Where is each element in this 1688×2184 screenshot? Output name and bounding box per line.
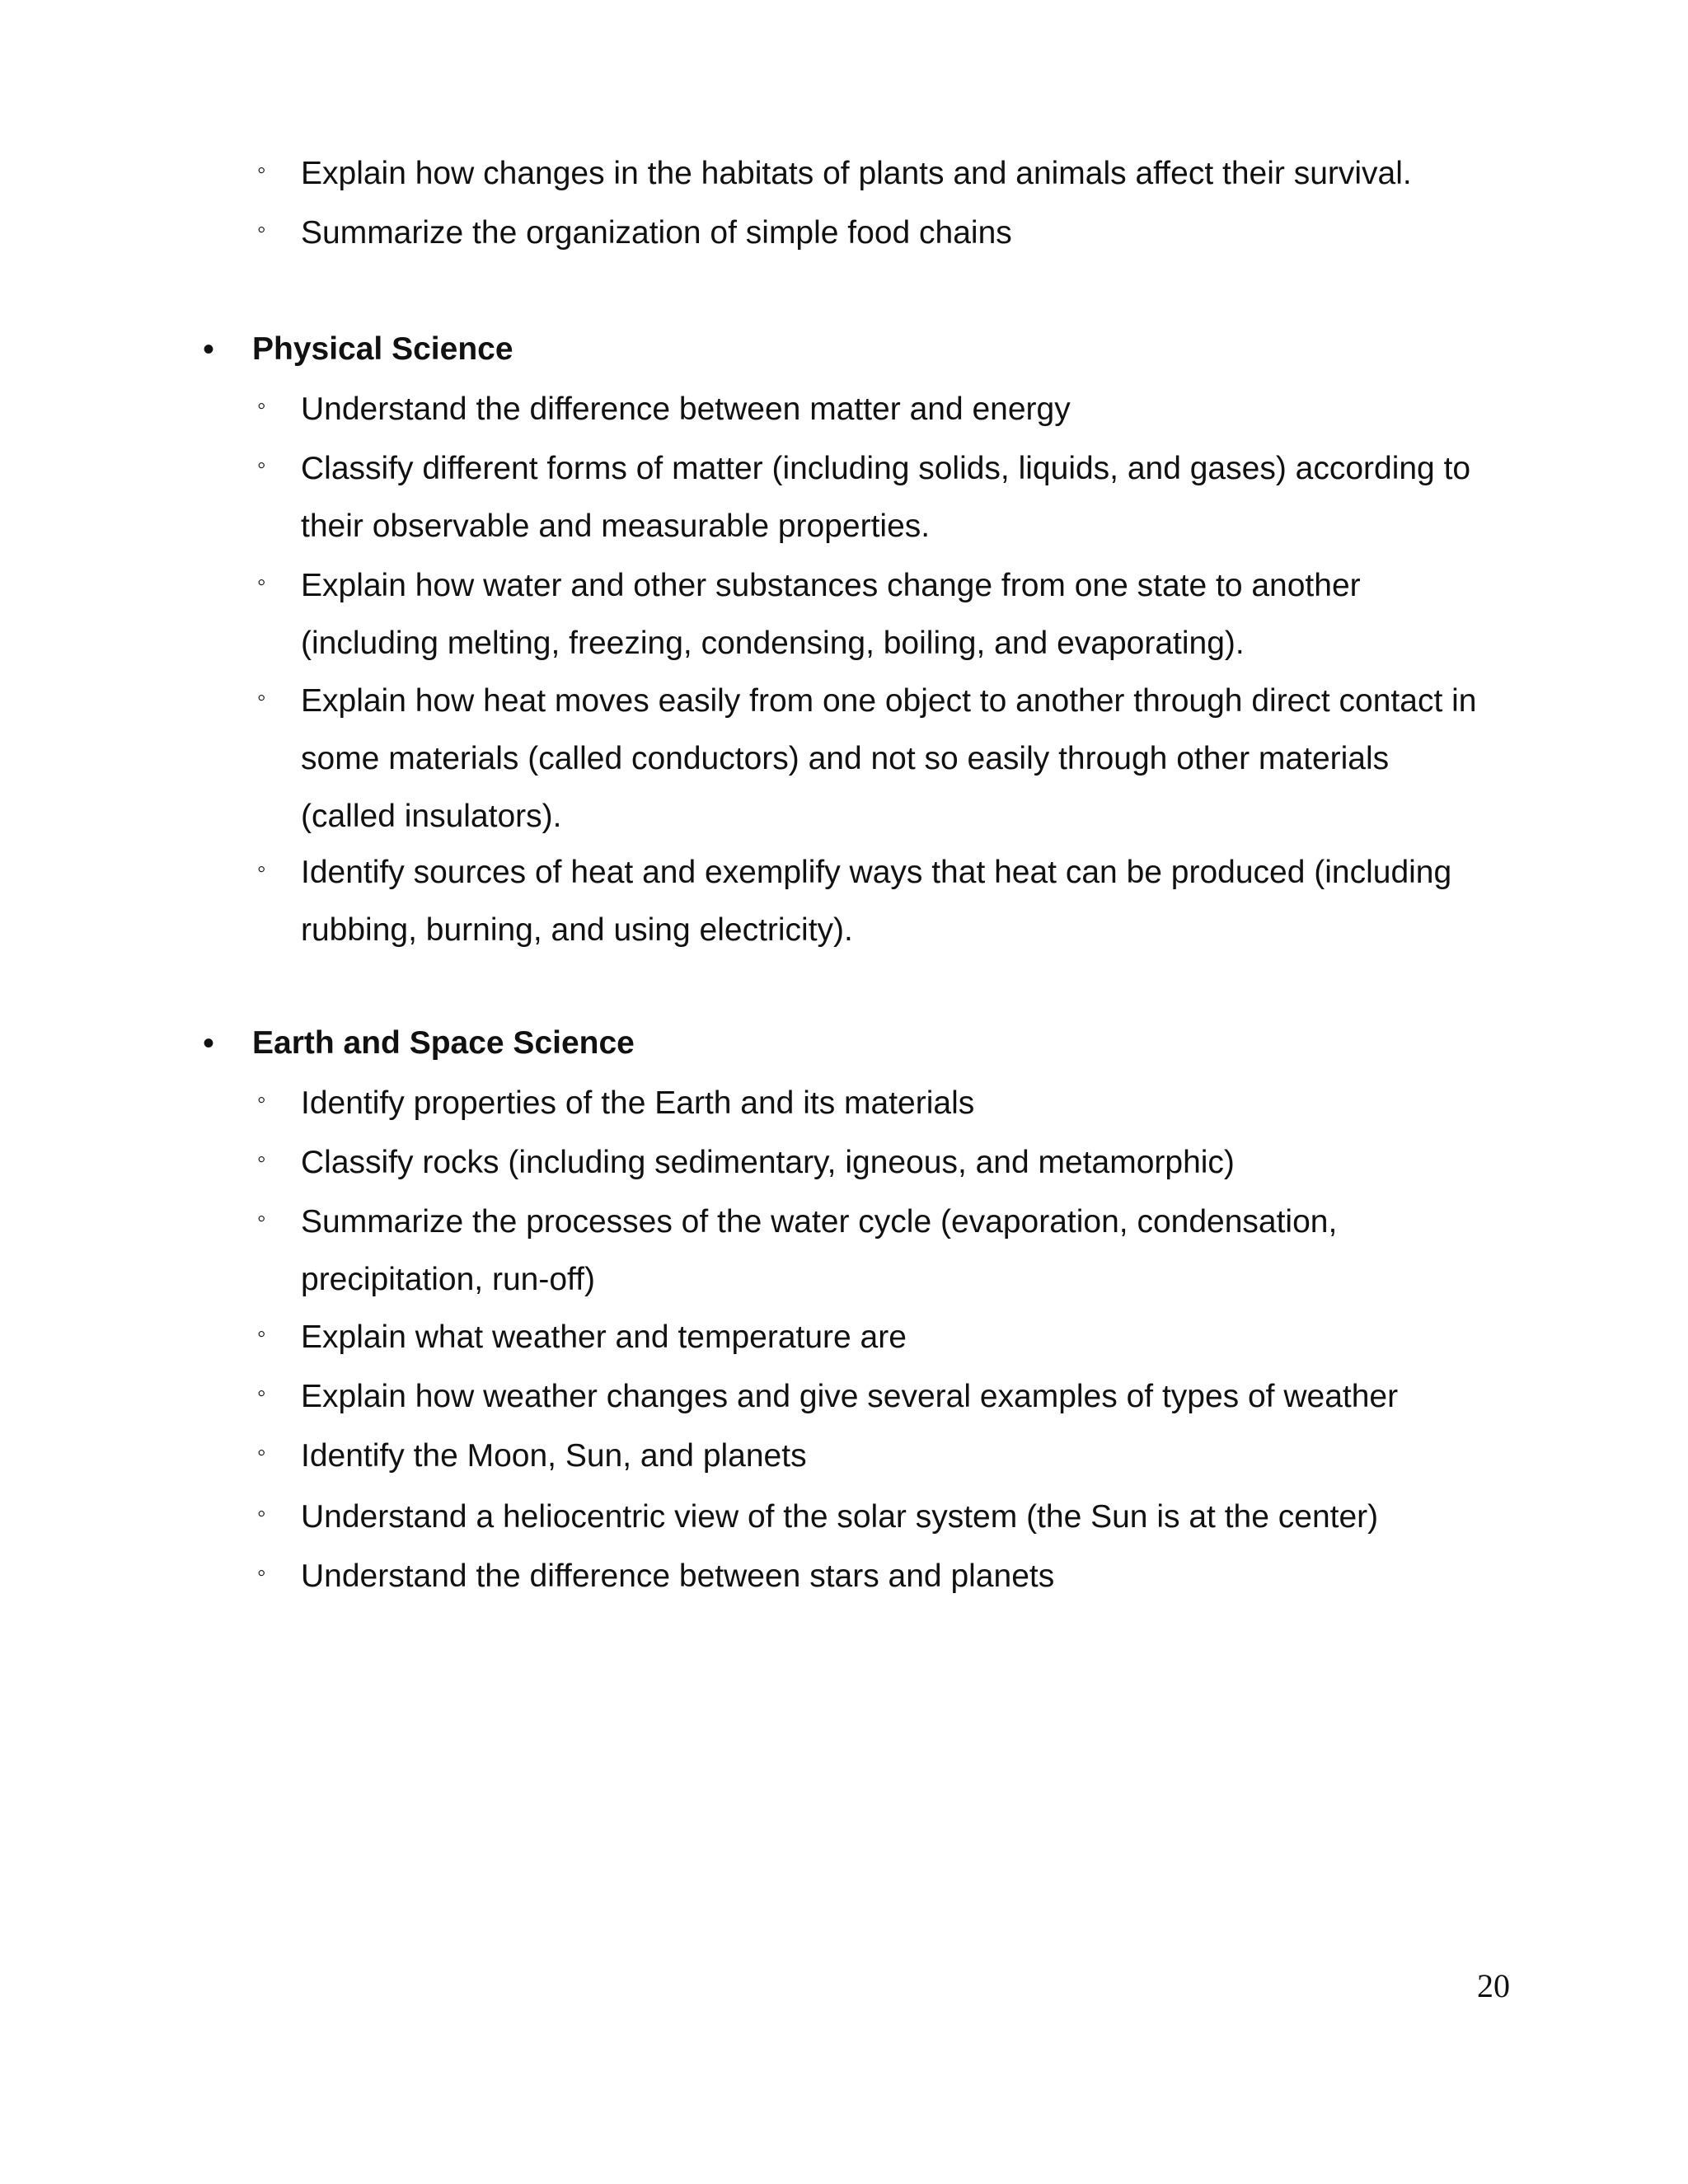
hollow-circle-bullet-icon: ◦ xyxy=(257,1205,266,1232)
section-title: Earth and Space Science xyxy=(252,1025,635,1061)
list-item-text: Classify rocks (including sedimentary, igneous, and metamorphic) xyxy=(301,1145,1235,1180)
hollow-circle-bullet-icon: ◦ xyxy=(257,1500,266,1527)
list-item-text: Identify properties of the Earth and its materials xyxy=(301,1085,975,1121)
list-item-text: Understand a heliocentric view of the solar system (the Sun is at the center) xyxy=(301,1499,1379,1535)
hollow-circle-bullet-icon: ◦ xyxy=(257,1320,266,1347)
hollow-circle-bullet-icon: ◦ xyxy=(257,1146,266,1173)
list-item-text: Explain how weather changes and give several examples of types of weather xyxy=(301,1379,1399,1414)
hollow-circle-bullet-icon: ◦ xyxy=(257,452,266,479)
list-item-text: Identify sources of heat and exemplify ways that heat can be produced (including rubbing, burning, and using electricity). xyxy=(301,855,1452,948)
hollow-circle-bullet-icon: ◦ xyxy=(257,157,266,184)
list-item-text: Explain how changes in the habitats of plants and animals affect their survival. xyxy=(301,156,1412,191)
hollow-circle-bullet-icon: ◦ xyxy=(257,1439,266,1466)
hollow-circle-bullet-icon: ◦ xyxy=(257,1380,266,1407)
list-item-text: Classify different forms of matter (including solids, liquids, and gases) according to their observable and measurable properties. xyxy=(301,451,1471,544)
list-item-text: Explain what weather and temperature are xyxy=(301,1319,907,1355)
list-item-text: Explain how water and other substances change from one state to another (including melting, freezing, condensing, boiling, and evaporating). xyxy=(301,568,1361,661)
bullet-icon: • xyxy=(203,331,215,368)
page-number: 20 xyxy=(1477,1967,1510,2004)
hollow-circle-bullet-icon: ◦ xyxy=(257,1086,266,1113)
list-item-text: Summarize the organization of simple food chains xyxy=(301,215,1012,251)
hollow-circle-bullet-icon: ◦ xyxy=(257,569,266,596)
hollow-circle-bullet-icon: ◦ xyxy=(257,216,266,243)
hollow-circle-bullet-icon: ◦ xyxy=(257,855,266,883)
list-item-text: Understand the difference between matter and energy xyxy=(301,391,1071,427)
list-item-text: Summarize the processes of the water cycle (evaporation, condensation, precipitation, run-off) xyxy=(301,1204,1338,1297)
hollow-circle-bullet-icon: ◦ xyxy=(257,684,266,711)
list-item-text: Identify the Moon, Sun, and planets xyxy=(301,1438,807,1474)
bullet-icon: • xyxy=(203,1025,215,1062)
hollow-circle-bullet-icon: ◦ xyxy=(257,1559,266,1586)
list-item-text: Explain how heat moves easily from one object to another through direct contact in some materials (called conductors) and not so easily through other materials (called insulators). xyxy=(301,683,1477,834)
hollow-circle-bullet-icon: ◦ xyxy=(257,392,266,419)
list-item-text: Understand the difference between stars and planets xyxy=(301,1558,1055,1594)
section-title: Physical Science xyxy=(252,331,513,367)
